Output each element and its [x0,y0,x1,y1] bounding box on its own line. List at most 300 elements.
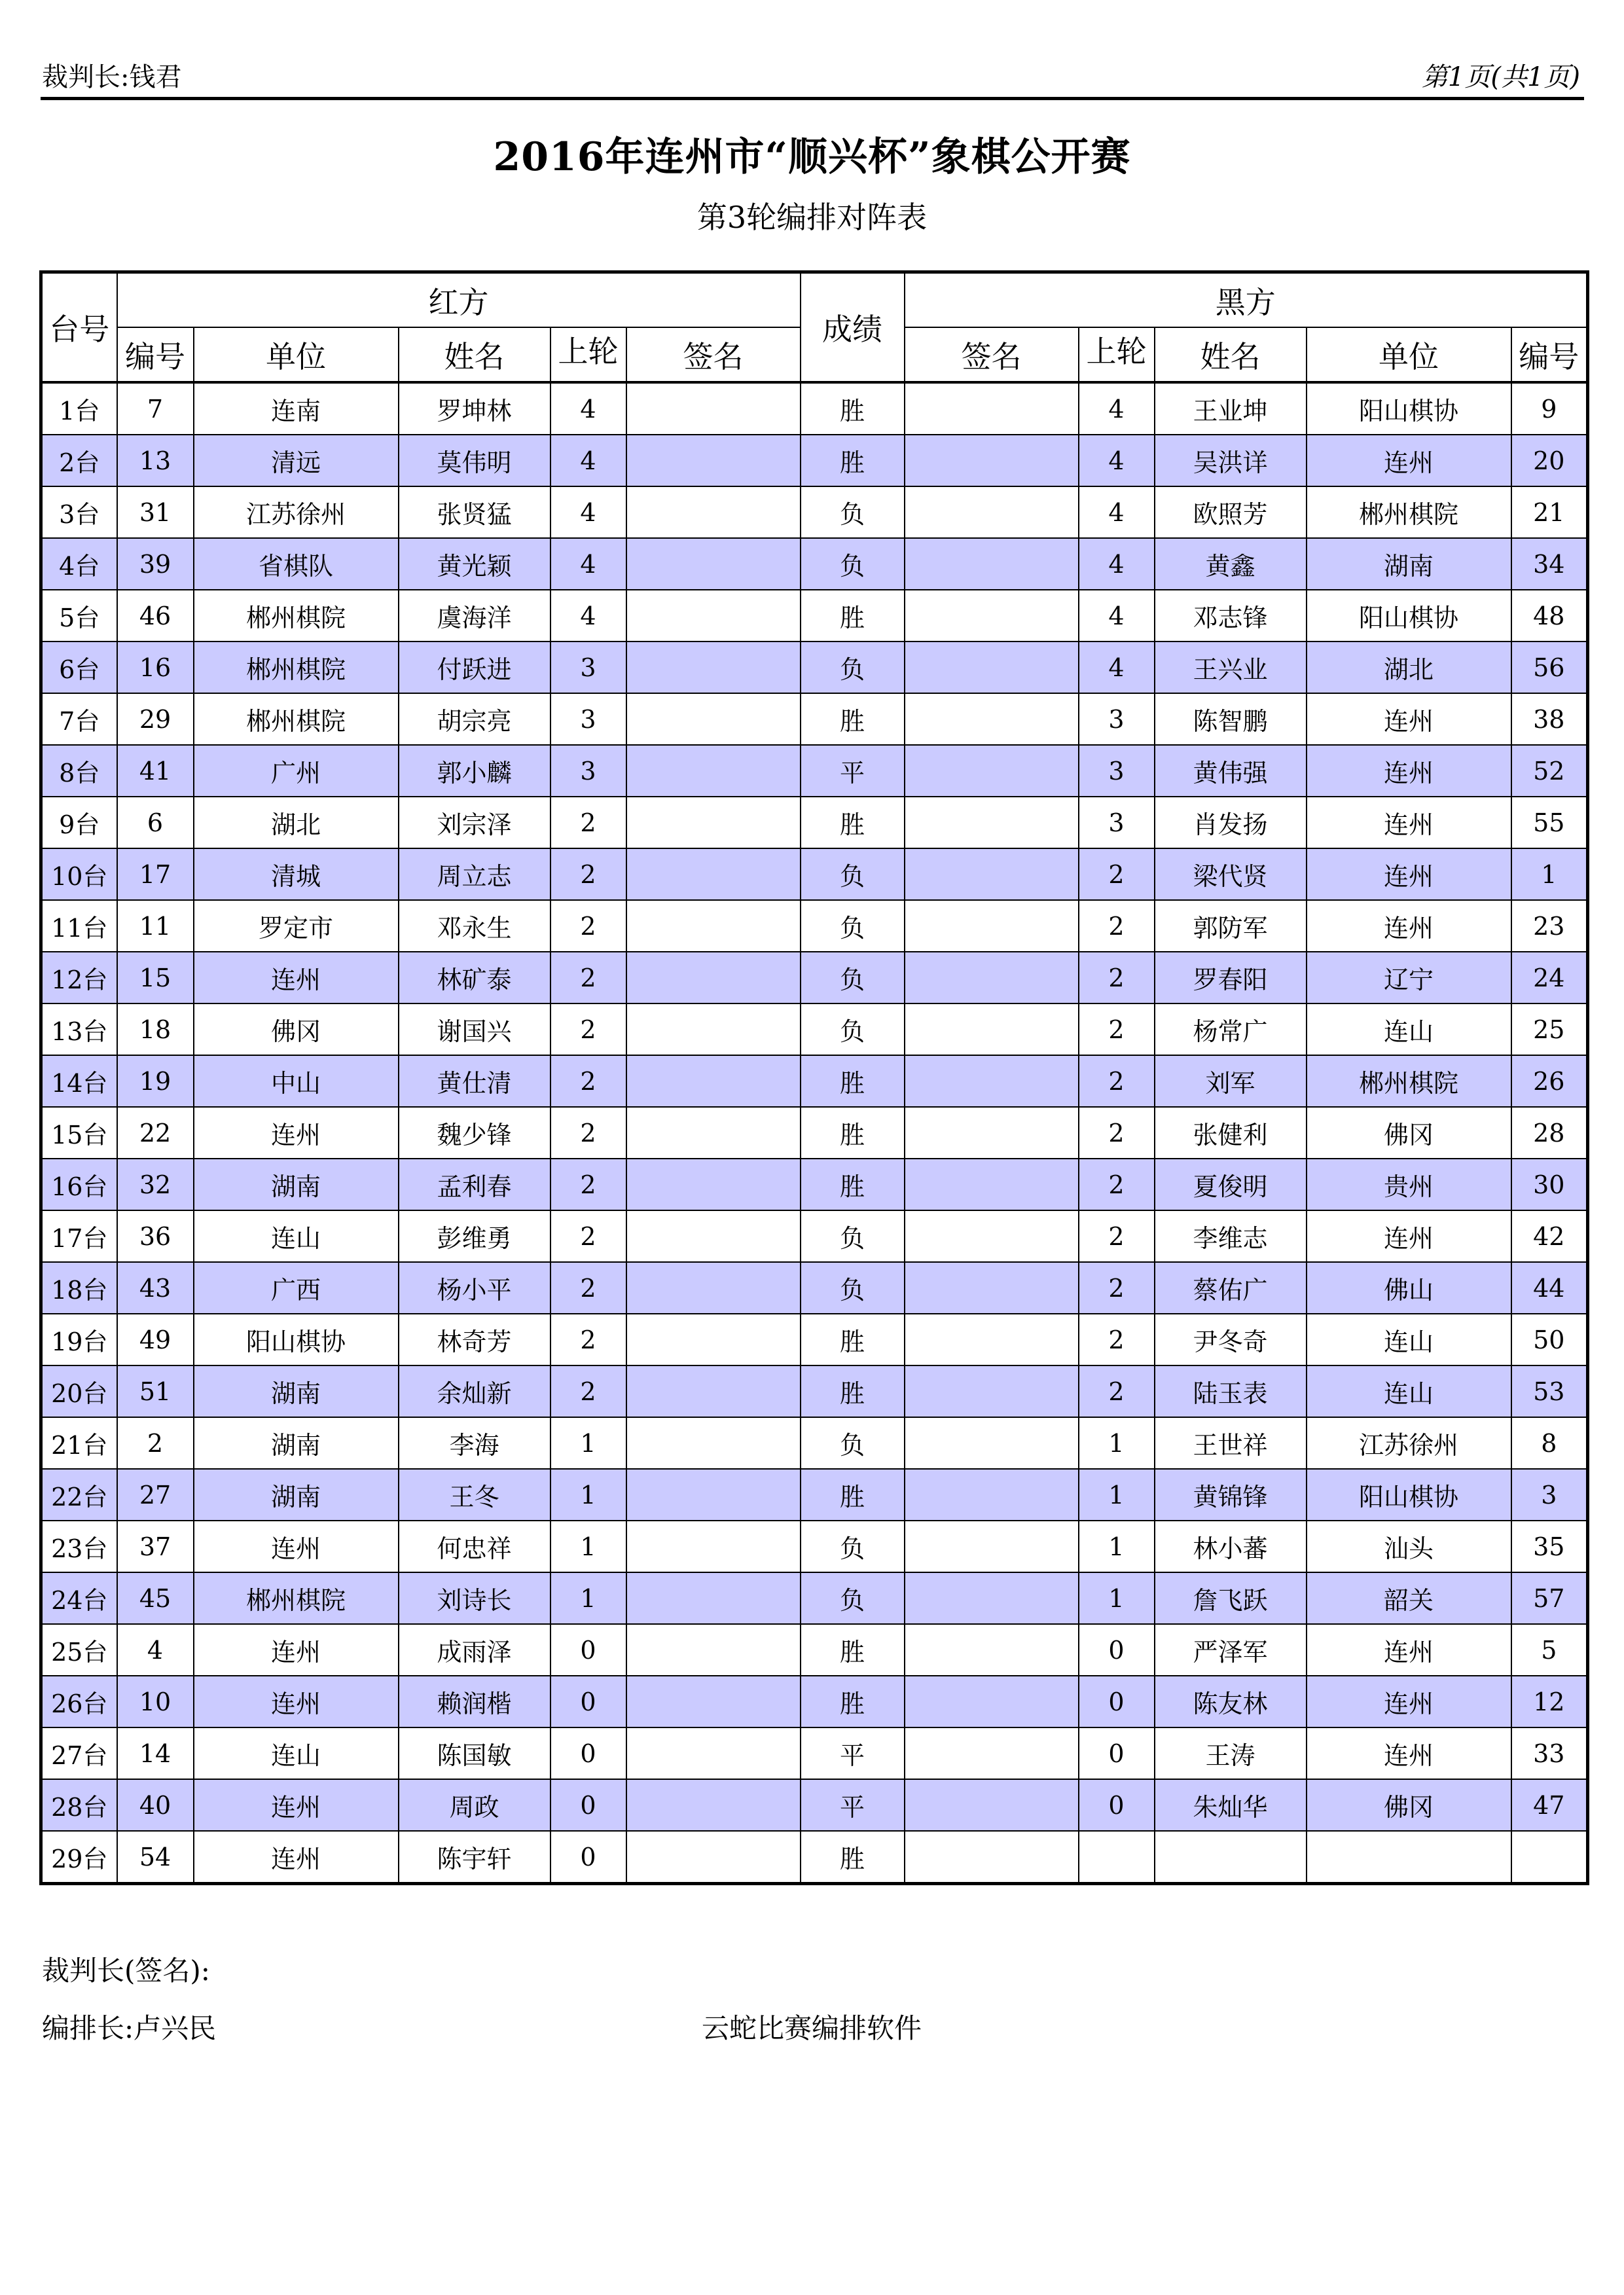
cell-red-number: 2 [117,1417,194,1469]
cell-result: 胜 [801,1314,905,1365]
cell-red-signature [626,642,801,693]
table-row [41,693,1588,745]
header-black-unit: 单位 [1307,327,1511,382]
cell-result: 胜 [801,693,905,745]
cell-red-name: 付跃进 [399,642,550,693]
cell-red-signature [626,435,801,486]
cell-board: 12台 [41,952,117,1003]
cell-result: 胜 [801,1055,905,1107]
software-credit: 云蛇比赛编排软件 [702,2012,922,2044]
cell-red-last-round: 2 [550,797,626,848]
cell-black-last-round: 2 [1079,1055,1155,1107]
cell-red-unit: 阳山棋协 [194,1314,399,1365]
cell-black-number [1511,1831,1588,1884]
cell-black-number: 30 [1511,1159,1588,1210]
cell-result: 负 [801,900,905,952]
cell-red-unit: 清远 [194,435,399,486]
cell-red-number: 40 [117,1779,194,1831]
cell-board: 1台 [41,382,117,435]
cell-black-signature [905,1676,1079,1727]
cell-black-number: 42 [1511,1210,1588,1262]
cell-red-name: 陈国敏 [399,1727,550,1779]
cell-board: 5台 [41,590,117,642]
cell-black-last-round: 2 [1079,1262,1155,1314]
cell-black-last-round: 1 [1079,1572,1155,1624]
cell-red-name: 周立志 [399,848,550,900]
cell-red-name: 郭小麟 [399,745,550,797]
table-row [41,1365,1588,1417]
cell-red-name: 邓永生 [399,900,550,952]
cell-board: 22台 [41,1469,117,1521]
cell-board: 10台 [41,848,117,900]
cell-red-signature [626,1262,801,1314]
cell-red-unit: 广州 [194,745,399,797]
cell-black-name: 郭防军 [1155,900,1307,952]
cell-red-last-round: 3 [550,642,626,693]
cell-red-number: 19 [117,1055,194,1107]
cell-red-signature [626,538,801,590]
cell-black-unit: 佛冈 [1307,1779,1511,1831]
cell-black-unit [1307,1831,1511,1884]
cell-black-number: 44 [1511,1262,1588,1314]
cell-black-number: 26 [1511,1055,1588,1107]
cell-black-number: 20 [1511,435,1588,486]
cell-red-unit: 连州 [194,952,399,1003]
cell-result: 胜 [801,1624,905,1676]
cell-black-unit: 连州 [1307,1676,1511,1727]
cell-black-name: 尹冬奇 [1155,1314,1307,1365]
cell-result: 负 [801,1417,905,1469]
cell-black-number: 55 [1511,797,1588,848]
cell-red-signature [626,745,801,797]
cell-black-signature [905,1262,1079,1314]
cell-red-name: 赖润楷 [399,1676,550,1727]
header-red-unit: 单位 [194,327,399,382]
cell-black-last-round: 2 [1079,848,1155,900]
table-row [41,797,1588,848]
cell-black-unit: 阳山棋协 [1307,382,1511,435]
cell-red-name: 刘诗长 [399,1572,550,1624]
table-row [41,952,1588,1003]
cell-result: 胜 [801,1676,905,1727]
cell-black-last-round: 4 [1079,486,1155,538]
cell-result: 负 [801,1521,905,1572]
cell-black-signature [905,1417,1079,1469]
cell-black-number: 33 [1511,1727,1588,1779]
cell-red-unit: 湖南 [194,1417,399,1469]
cell-black-last-round: 1 [1079,1469,1155,1521]
cell-black-name: 陈友林 [1155,1676,1307,1727]
cell-red-last-round: 4 [550,590,626,642]
cell-red-unit: 湖北 [194,797,399,848]
cell-red-number: 43 [117,1262,194,1314]
cell-black-number: 50 [1511,1314,1588,1365]
cell-board: 4台 [41,538,117,590]
cell-red-unit: 佛冈 [194,1003,399,1055]
cell-black-last-round: 4 [1079,538,1155,590]
cell-black-signature [905,1624,1079,1676]
cell-result: 平 [801,1727,905,1779]
table-row [41,538,1588,590]
cell-red-signature [626,900,801,952]
cell-red-last-round: 2 [550,1365,626,1417]
cell-black-last-round: 2 [1079,952,1155,1003]
cell-result: 负 [801,642,905,693]
cell-black-signature [905,486,1079,538]
cell-result: 胜 [801,797,905,848]
cell-result: 胜 [801,435,905,486]
table-row [41,1003,1588,1055]
cell-black-unit: 韶关 [1307,1572,1511,1624]
cell-black-name: 王世祥 [1155,1417,1307,1469]
cell-board: 25台 [41,1624,117,1676]
cell-black-name: 王业坤 [1155,382,1307,435]
cell-red-number: 13 [117,435,194,486]
cell-black-signature [905,797,1079,848]
cell-red-unit: 郴州棋院 [194,693,399,745]
table-row [41,642,1588,693]
cell-black-signature [905,848,1079,900]
cell-red-signature [626,952,801,1003]
cell-black-name: 黄伟强 [1155,745,1307,797]
cell-black-unit: 佛冈 [1307,1107,1511,1159]
cell-red-name: 成雨泽 [399,1624,550,1676]
table-row [41,1572,1588,1624]
cell-red-last-round: 0 [550,1779,626,1831]
cell-black-last-round: 1 [1079,1417,1155,1469]
cell-black-name: 肖发扬 [1155,797,1307,848]
cell-red-last-round: 0 [550,1727,626,1779]
cell-black-last-round: 2 [1079,1210,1155,1262]
table-row [41,486,1588,538]
cell-black-last-round: 4 [1079,590,1155,642]
cell-red-last-round: 2 [550,952,626,1003]
cell-result: 负 [801,538,905,590]
cell-black-unit: 贵州 [1307,1159,1511,1210]
cell-black-signature [905,1003,1079,1055]
cell-red-unit: 连州 [194,1779,399,1831]
cell-black-name: 黄鑫 [1155,538,1307,590]
cell-red-last-round: 2 [550,1210,626,1262]
cell-black-unit: 湖北 [1307,642,1511,693]
cell-black-last-round: 0 [1079,1779,1155,1831]
header-black-signature: 签名 [905,327,1079,382]
cell-red-last-round: 1 [550,1417,626,1469]
cell-red-number: 29 [117,693,194,745]
cell-black-last-round: 0 [1079,1624,1155,1676]
cell-red-unit: 郴州棋院 [194,642,399,693]
table-row [41,1210,1588,1262]
table-row [41,1159,1588,1210]
header-red-side: 红方 [117,272,801,328]
cell-black-number: 1 [1511,848,1588,900]
cell-red-signature [626,1469,801,1521]
cell-red-signature [626,693,801,745]
chief-referee-signature: 裁判长(签名): [42,1955,210,1987]
cell-black-last-round: 2 [1079,1159,1155,1210]
cell-black-number: 47 [1511,1779,1588,1831]
cell-black-name: 欧照芳 [1155,486,1307,538]
cell-red-name: 孟利春 [399,1159,550,1210]
cell-red-number: 27 [117,1469,194,1521]
page-header [41,51,1584,100]
cell-red-unit: 清城 [194,848,399,900]
table-row [41,1262,1588,1314]
table-row [41,1469,1588,1521]
cell-black-name: 张健利 [1155,1107,1307,1159]
cell-red-number: 10 [117,1676,194,1727]
header-board: 台号 [41,272,117,383]
cell-red-number: 54 [117,1831,194,1884]
cell-red-last-round: 2 [550,1003,626,1055]
cell-red-unit: 连州 [194,1676,399,1727]
page-title: 2016年连州市“顺兴杯”象棋公开赛 [493,134,1131,180]
cell-black-name: 严泽军 [1155,1624,1307,1676]
page-number: 第1页(共1页) [1421,62,1580,92]
cell-board: 3台 [41,486,117,538]
cell-black-last-round [1079,1831,1155,1884]
header-red-last-round: 上轮 [550,327,626,382]
cell-black-name [1155,1831,1307,1884]
cell-black-number: 57 [1511,1572,1588,1624]
cell-red-unit: 江苏徐州 [194,486,399,538]
cell-red-name: 李海 [399,1417,550,1469]
cell-black-signature [905,590,1079,642]
cell-red-unit: 湖南 [194,1159,399,1210]
header-red-number: 编号 [117,327,194,382]
cell-red-signature [626,1779,801,1831]
table-row [41,1624,1588,1676]
cell-red-signature [626,848,801,900]
cell-red-number: 6 [117,797,194,848]
cell-red-signature [626,1314,801,1365]
cell-black-signature [905,1779,1079,1831]
cell-red-signature [626,1417,801,1469]
cell-black-name: 陈智鹏 [1155,693,1307,745]
cell-black-number: 56 [1511,642,1588,693]
cell-black-unit: 连州 [1307,900,1511,952]
cell-black-last-round: 2 [1079,1003,1155,1055]
cell-red-unit: 郴州棋院 [194,590,399,642]
cell-red-number: 39 [117,538,194,590]
cell-red-signature [626,1727,801,1779]
cell-black-number: 28 [1511,1107,1588,1159]
cell-result: 胜 [801,590,905,642]
cell-black-signature [905,1831,1079,1884]
cell-red-name: 林矿泰 [399,952,550,1003]
cell-board: 23台 [41,1521,117,1572]
cell-red-last-round: 2 [550,1107,626,1159]
cell-red-number: 18 [117,1003,194,1055]
cell-black-unit: 连山 [1307,1003,1511,1055]
cell-black-last-round: 2 [1079,1365,1155,1417]
cell-black-unit: 连山 [1307,1365,1511,1417]
cell-black-last-round: 2 [1079,900,1155,952]
cell-red-name: 王冬 [399,1469,550,1521]
cell-result: 胜 [801,1365,905,1417]
cell-red-name: 周政 [399,1779,550,1831]
cell-red-last-round: 1 [550,1521,626,1572]
cell-black-unit: 连州 [1307,1210,1511,1262]
cell-red-signature [626,1831,801,1884]
cell-black-unit: 连州 [1307,848,1511,900]
cell-black-unit: 连山 [1307,1314,1511,1365]
cell-red-signature [626,797,801,848]
cell-black-signature [905,1210,1079,1262]
header-red-name: 姓名 [399,327,550,382]
cell-black-last-round: 2 [1079,1107,1155,1159]
cell-black-last-round: 3 [1079,745,1155,797]
cell-black-last-round: 3 [1079,797,1155,848]
cell-black-number: 8 [1511,1417,1588,1469]
header-black-side: 黑方 [905,272,1588,328]
cell-black-number: 24 [1511,952,1588,1003]
cell-board: 6台 [41,642,117,693]
cell-red-last-round: 4 [550,486,626,538]
cell-black-signature [905,952,1079,1003]
cell-board: 24台 [41,1572,117,1624]
cell-black-name: 黄锦锋 [1155,1469,1307,1521]
cell-black-unit: 连州 [1307,1727,1511,1779]
cell-board: 29台 [41,1831,117,1884]
cell-black-name: 罗春阳 [1155,952,1307,1003]
table-row [41,745,1588,797]
table-row [41,848,1588,900]
cell-board: 2台 [41,435,117,486]
cell-black-name: 陆玉表 [1155,1365,1307,1417]
cell-black-name: 朱灿华 [1155,1779,1307,1831]
cell-black-name: 蔡佑广 [1155,1262,1307,1314]
cell-red-number: 36 [117,1210,194,1262]
cell-board: 15台 [41,1107,117,1159]
cell-black-number: 48 [1511,590,1588,642]
cell-black-unit: 郴州棋院 [1307,1055,1511,1107]
cell-black-last-round: 4 [1079,642,1155,693]
cell-black-signature [905,382,1079,435]
cell-red-signature [626,1159,801,1210]
cell-result: 负 [801,952,905,1003]
cell-black-last-round: 4 [1079,435,1155,486]
cell-black-number: 21 [1511,486,1588,538]
cell-red-number: 14 [117,1727,194,1779]
cell-result: 平 [801,745,905,797]
cell-black-unit: 江苏徐州 [1307,1417,1511,1469]
cell-black-signature [905,693,1079,745]
cell-black-unit: 辽宁 [1307,952,1511,1003]
cell-black-unit: 连州 [1307,797,1511,848]
cell-red-name: 陈宇轩 [399,1831,550,1884]
cell-red-last-round: 0 [550,1624,626,1676]
cell-black-name: 邓志锋 [1155,590,1307,642]
cell-red-signature [626,1003,801,1055]
cell-red-name: 杨小平 [399,1262,550,1314]
cell-black-unit: 佛山 [1307,1262,1511,1314]
cell-red-number: 49 [117,1314,194,1365]
cell-black-number: 5 [1511,1624,1588,1676]
cell-black-unit: 阳山棋协 [1307,1469,1511,1521]
header-red-signature: 签名 [626,327,801,382]
cell-red-unit: 连州 [194,1107,399,1159]
cell-red-last-round: 2 [550,1314,626,1365]
cell-result: 负 [801,1262,905,1314]
cell-black-signature [905,1314,1079,1365]
cell-black-signature [905,1365,1079,1417]
cell-black-unit: 连州 [1307,745,1511,797]
cell-red-last-round: 2 [550,1055,626,1107]
cell-black-number: 9 [1511,382,1588,435]
cell-black-number: 25 [1511,1003,1588,1055]
cell-red-number: 22 [117,1107,194,1159]
page-subtitle: 第3轮编排对阵表 [696,200,928,235]
cell-black-number: 34 [1511,538,1588,590]
cell-red-last-round: 1 [550,1469,626,1521]
cell-red-name: 谢国兴 [399,1003,550,1055]
cell-red-name: 张贤猛 [399,486,550,538]
cell-red-number: 17 [117,848,194,900]
cell-red-name: 余灿新 [399,1365,550,1417]
cell-red-name: 林奇芳 [399,1314,550,1365]
cell-black-name: 刘军 [1155,1055,1307,1107]
cell-red-signature [626,1210,801,1262]
cell-black-signature [905,1727,1079,1779]
cell-board: 21台 [41,1417,117,1469]
cell-black-unit: 连州 [1307,435,1511,486]
cell-board: 11台 [41,900,117,952]
cell-red-number: 46 [117,590,194,642]
cell-black-number: 23 [1511,900,1588,952]
pairing-rows [41,382,1588,1884]
cell-red-signature [626,1676,801,1727]
cell-black-signature [905,900,1079,952]
cell-black-name: 李维志 [1155,1210,1307,1262]
header-result: 成绩 [801,272,905,383]
cell-result: 负 [801,848,905,900]
cell-red-last-round: 3 [550,745,626,797]
cell-black-last-round: 3 [1079,693,1155,745]
cell-black-last-round: 1 [1079,1521,1155,1572]
cell-red-name: 罗坤林 [399,382,550,435]
cell-red-signature [626,382,801,435]
cell-red-number: 37 [117,1521,194,1572]
cell-red-last-round: 4 [550,382,626,435]
pairings-table [39,270,1589,1885]
cell-red-unit: 广西 [194,1262,399,1314]
cell-red-name: 黄光颖 [399,538,550,590]
cell-red-signature [626,1521,801,1572]
table-row [41,1107,1588,1159]
cell-black-name: 梁代贤 [1155,848,1307,900]
cell-red-unit: 郴州棋院 [194,1572,399,1624]
cell-board: 9台 [41,797,117,848]
cell-red-name: 胡宗亮 [399,693,550,745]
cell-board: 14台 [41,1055,117,1107]
cell-red-unit: 罗定市 [194,900,399,952]
cell-red-signature [626,590,801,642]
cell-red-number: 11 [117,900,194,952]
table-row [41,1779,1588,1831]
cell-black-number: 35 [1511,1521,1588,1572]
cell-red-number: 32 [117,1159,194,1210]
table-row [41,1831,1588,1884]
table-row [41,382,1588,435]
cell-board: 17台 [41,1210,117,1262]
cell-black-name: 夏俊明 [1155,1159,1307,1210]
cell-red-name: 黄仕清 [399,1055,550,1107]
cell-black-name: 王兴业 [1155,642,1307,693]
cell-red-last-round: 2 [550,1262,626,1314]
cell-result: 胜 [801,1469,905,1521]
cell-red-signature [626,1624,801,1676]
